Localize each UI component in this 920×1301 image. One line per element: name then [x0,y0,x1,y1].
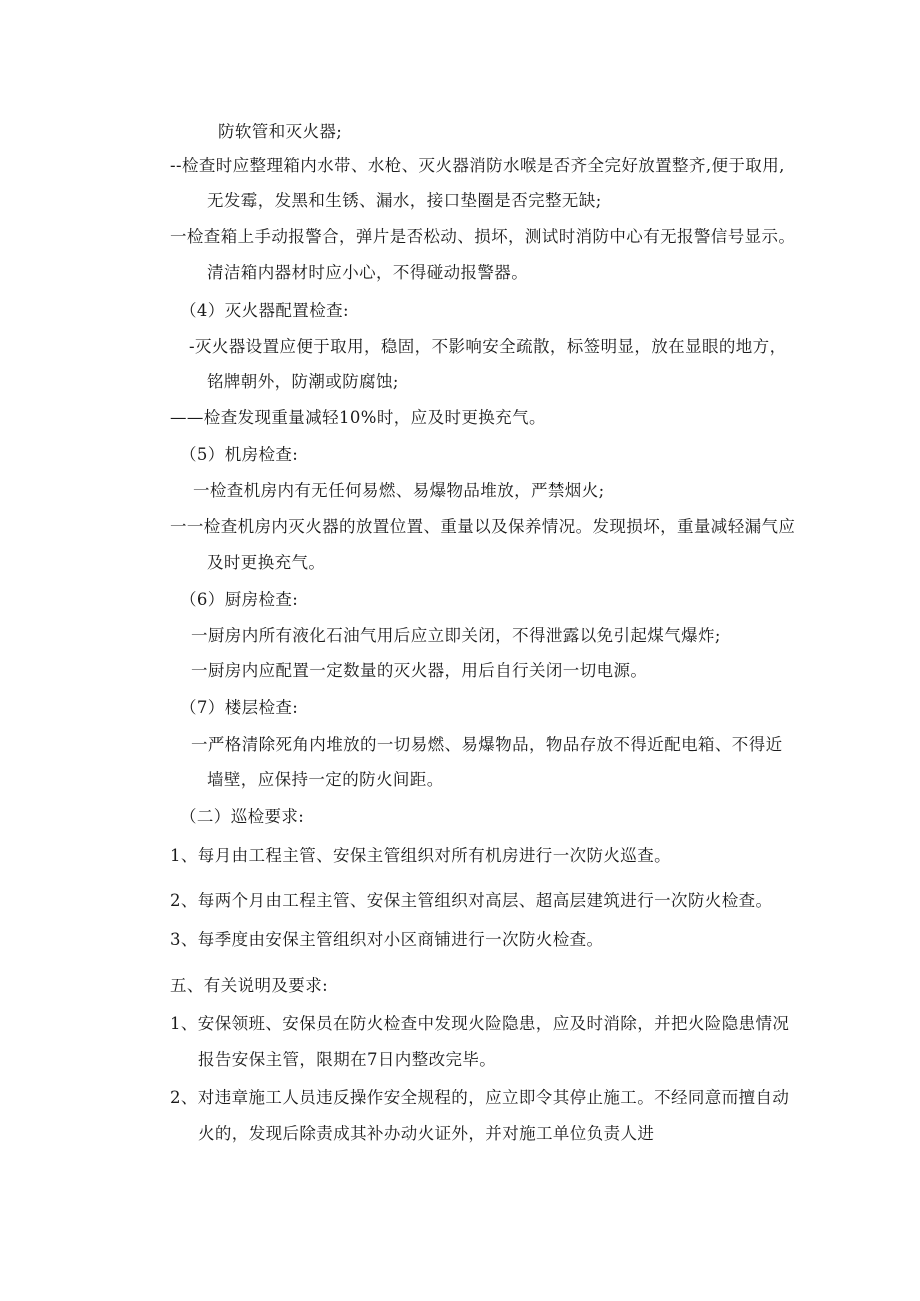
text-line: 报告安保主管，限期在7日内整改完毕。 [198,1050,497,1069]
text-line: 一厨房内所有液化石油气用后应立即关闭，不得泄露以免引起煤气爆炸; [191,626,721,645]
text-line: --检查时应整理箱内水带、水枪、灭火器消防水喉是否齐全完好放置整齐,便于取用, [170,156,785,175]
list-item: 3、每季度由安保主管组织对小区商铺进行一次防火检查。 [170,930,604,949]
section-heading: （4）灭火器配置检查: [180,301,349,320]
text-line: -灭火器设置应便于取用，稳固，不影响安全疏散，标签明显，放在显眼的地方， [189,337,787,356]
text-line: 一厨房内应配置一定数量的灭火器，用后自行关闭一切电源。 [191,661,648,680]
list-item: 1、安保领班、安保员在防火检查中发现火险隐患，应及时消除，并把火险隐患情况 [170,1014,790,1033]
list-item: 2、每两个月由工程主管、安保主管组织对高层、超高层建筑进行一次防火检查。 [170,891,773,910]
text-line: 铭牌朝外，防潮或防腐蚀; [207,372,399,391]
list-item: 2、对违章施工人员违反操作安全规程的，应立即令其停止施工。不经同意而擅自动 [170,1088,790,1107]
text-line: ——检查发现重量减轻10%时，应及时更换充气。 [170,408,546,427]
text-line: 防软管和灭火器; [218,122,343,141]
section-heading: （6）厨房检查: [180,590,299,609]
text-line: 及时更换充气。 [207,553,326,572]
text-line: 一检查箱上手动报警合，弹片是否松动、损坏，测试时消防中心有无报警信号显示。 [170,227,796,246]
text-line: 清洁箱内器材时应小心，不得碰动报警器。 [207,263,529,282]
list-item: 1、每月由工程主管、安保主管组织对所有机房进行一次防火巡查。 [170,846,671,865]
section-heading: （7）楼层检查: [180,698,299,717]
section-heading: （5）机房检查: [180,445,299,464]
text-line: 火的，发现后除责成其补办动火证外，并对施工单位负责人进 [198,1124,655,1143]
section-heading: （二）巡检要求: [180,807,305,826]
section-heading: 五、有关说明及要求: [170,976,329,995]
text-line: 一检查机房内有无任何易燃、易爆物品堆放，严禁烟火; [193,481,605,500]
text-line: 墙壁，应保持一定的防火间距。 [207,770,444,789]
text-line: 一一检查机房内灭火器的放置位置、重量以及保养情况。发现损坏，重量减轻漏气应 [170,517,796,536]
text-line: 一严格清除死角内堆放的一切易燃、易爆物品，物品存放不得近配电箱、不得近 [191,735,783,754]
text-line: 无发霉，发黑和生锈、漏水，接口垫圈是否完整无缺; [207,191,602,210]
